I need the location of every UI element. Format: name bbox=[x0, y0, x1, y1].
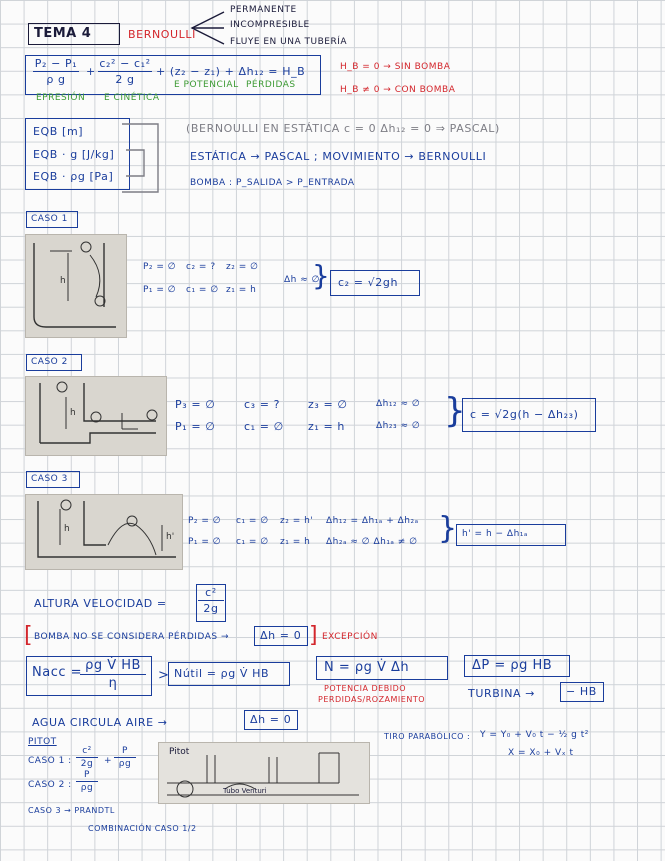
pitot-combination: COMBINACIÓN CASO 1/2 bbox=[88, 824, 197, 833]
caso1-loss: Δh ≈ ∅ bbox=[284, 275, 320, 285]
caso2-c3: c₃ = ? bbox=[244, 398, 281, 411]
caso2-result: c = √2g(h − Δh₂₃) bbox=[470, 408, 579, 421]
caso2-z3: z₃ = ∅ bbox=[308, 398, 348, 411]
svg-text:h: h bbox=[64, 524, 70, 534]
caso2-photo bbox=[25, 376, 167, 456]
units-eq-metres: EQB [m] bbox=[33, 125, 84, 138]
caso1-p2: P₂ = ∅ bbox=[143, 262, 177, 272]
with-pump-note: H_B ≠ 0 → CON BOMBA bbox=[340, 85, 456, 95]
tema-label: TEMA 4 bbox=[34, 26, 92, 41]
plus-sign: + bbox=[86, 65, 96, 78]
nutil-formula: Nútil = ρg V̇ HB bbox=[174, 667, 270, 680]
nacc-denominator: η bbox=[108, 676, 118, 691]
condition-1: PERMANENTE bbox=[230, 5, 297, 15]
nacc-frac bbox=[80, 658, 146, 691]
pressure-term bbox=[33, 57, 79, 86]
caso2-brace: } bbox=[444, 391, 466, 431]
units-eq-pa: EQB · ρg [Pa] bbox=[33, 170, 114, 183]
bomba-statement: BOMBA NO SE CONSIDERA PÉRDIDAS → bbox=[34, 632, 229, 642]
bomba-open-bracket: [ bbox=[24, 623, 33, 648]
caso3-z2: z₂ = h' bbox=[280, 516, 314, 526]
static-motion-note: ESTÁTICA → PASCAL ; MOVIMIENTO → BERNOULLI bbox=[190, 150, 487, 163]
bomba-close-bracket: ] bbox=[309, 623, 318, 648]
greater-than: > bbox=[158, 668, 170, 683]
altura-numerator: c² bbox=[205, 586, 217, 599]
pitot-caso2-num: P bbox=[84, 770, 90, 780]
pitot-photo-label: Pitot bbox=[169, 747, 190, 757]
static-bernoulli-note: (BERNOULLI EN ESTÁTICA c = 0 Δh₁₂ = 0 ⇒ PASCAL) bbox=[186, 122, 500, 135]
caso1-c2: c₂ = ? bbox=[186, 262, 216, 272]
agua-aire-value: Δh = 0 bbox=[250, 713, 292, 726]
tiro-parabolico-x: X = X₀ + Vₓ t bbox=[508, 748, 574, 758]
tiro-parabolico-label: TIRO PARABÓLICO : bbox=[384, 732, 471, 741]
n-loss-formula: N = ρg V̇ Δh bbox=[324, 660, 410, 675]
caso3-c1b: c₁ = ∅ bbox=[236, 537, 269, 547]
pitot-caso1-den2: ρg bbox=[118, 759, 132, 769]
topic-title: BERNOULLI bbox=[128, 28, 196, 41]
caso3-loss-detail: Δh₂ₐ ≈ ∅ Δh₁ₐ ≠ ∅ bbox=[326, 537, 418, 547]
condition-arrows bbox=[188, 6, 228, 50]
exception-label: EXCEPCIÓN bbox=[322, 632, 378, 642]
no-pump-note: H_B = 0 → SIN BOMBA bbox=[340, 62, 451, 72]
pitot-caso2-den: ρg bbox=[80, 783, 94, 793]
pitot-caso1-num2: P bbox=[122, 746, 128, 756]
venturi-photo-label: Tubo Venturi bbox=[223, 787, 267, 795]
n-loss-note1: POTENCIA DEBIDO bbox=[324, 684, 407, 693]
pitot-caso1-num1: c² bbox=[82, 746, 92, 756]
caso3-photo bbox=[25, 494, 183, 570]
pitot-caso1-den1: 2g bbox=[80, 759, 94, 769]
caso1-c1: c₁ = ∅ bbox=[186, 285, 219, 295]
pitot-photo bbox=[158, 742, 370, 804]
altura-velocidad-frac bbox=[198, 586, 224, 615]
caso2-p3: P₃ = ∅ bbox=[175, 398, 216, 411]
caso2-title: CASO 2 bbox=[31, 357, 68, 367]
caso2-loss23: Δh₂₃ ≈ ∅ bbox=[376, 421, 421, 431]
caso3-z1: z₁ = h bbox=[280, 537, 311, 547]
caso2-loss12: Δh₁₂ ≈ ∅ bbox=[376, 399, 421, 409]
caso1-brace: } bbox=[312, 259, 330, 292]
svg-text:h: h bbox=[70, 408, 76, 418]
pitot-caso1-pressure bbox=[114, 746, 136, 769]
agua-aire-label: AGUA CIRCULA AIRE → bbox=[32, 716, 168, 729]
caso3-c1a: c₁ = ∅ bbox=[236, 516, 269, 526]
dp-formula: ΔP = ρg HB bbox=[472, 658, 553, 673]
caso2-z1: z₁ = h bbox=[308, 420, 345, 433]
condition-2: INCOMPRESIBLE bbox=[230, 20, 310, 30]
label-potential-energy: E POTENCIAL bbox=[174, 80, 239, 90]
nacc-left: Nacc = bbox=[32, 665, 83, 680]
caso3-p1: P₁ = ∅ bbox=[188, 537, 222, 547]
caso1-photo bbox=[25, 234, 127, 338]
pitot-caso2-pressure bbox=[76, 770, 98, 793]
caso1-title: CASO 1 bbox=[31, 214, 68, 224]
pressure-numerator: P₂ − P₁ bbox=[34, 57, 78, 70]
caso1-result: c₂ = √2gh bbox=[338, 276, 399, 289]
label-losses: PÉRDIDAS bbox=[246, 80, 296, 90]
svg-text:h: h bbox=[60, 276, 66, 286]
altura-denominator: 2g bbox=[203, 602, 219, 615]
units-brackets bbox=[118, 118, 168, 198]
svg-text:h': h' bbox=[166, 532, 175, 542]
caso3-result: h' = h − Δh₁ₐ bbox=[462, 529, 528, 539]
turbina-value: − HB bbox=[566, 685, 597, 698]
units-eq-jkg: EQB · g [J/kg] bbox=[33, 148, 115, 161]
altura-velocidad-label: ALTURA VELOCIDAD = bbox=[34, 597, 167, 610]
pitot-caso3: CASO 3 → PRANDTL bbox=[28, 806, 115, 815]
pitot-caso1-label: CASO 1 : bbox=[28, 756, 72, 766]
caso2-c1: c₁ = ∅ bbox=[244, 420, 284, 433]
label-pressure-energy: EPRESIÓN bbox=[36, 93, 86, 103]
condition-3: FLUYE EN UNA TUBERÍA bbox=[230, 37, 348, 47]
pitot-caso1-kinetic bbox=[76, 746, 98, 769]
caso1-z1: z₁ = h bbox=[226, 285, 257, 295]
tiro-parabolico-y: Y = Y₀ + V₀ t − ½ g t² bbox=[480, 730, 589, 740]
caso3-brace: } bbox=[438, 511, 458, 546]
caso1-p1: P₁ = ∅ bbox=[143, 285, 177, 295]
n-loss-note2: PERDIDAS/ROZAMIENTO bbox=[318, 695, 426, 704]
label-kinetic-energy: E CINÉTICA bbox=[104, 93, 160, 103]
kinetic-numerator: c₂² − c₁² bbox=[99, 57, 151, 70]
pump-pressure-note: BOMBA : P_SALIDA > P_ENTRADA bbox=[190, 178, 355, 188]
caso3-title: CASO 3 bbox=[31, 474, 68, 484]
caso3-loss12: Δh₁₂ = Δh₁ₐ + Δh₂ₐ bbox=[326, 516, 419, 526]
potential-loss-term: + (z₂ − z₁) + Δh₁₂ = H_B bbox=[156, 65, 306, 78]
pitot-title: PITOT bbox=[28, 737, 57, 747]
kinetic-term bbox=[98, 57, 152, 86]
turbina-label: TURBINA → bbox=[468, 687, 536, 700]
caso3-p2: P₂ = ∅ bbox=[188, 516, 222, 526]
nacc-numerator: ρg V̇ HB bbox=[85, 658, 141, 673]
pitot-caso1-plus: + bbox=[104, 756, 113, 766]
bomba-statement-value: Δh = 0 bbox=[260, 629, 302, 642]
pressure-denominator: ρ g bbox=[46, 73, 66, 86]
kinetic-denominator: 2 g bbox=[115, 73, 135, 86]
caso1-z2: z₂ = ∅ bbox=[226, 262, 259, 272]
pitot-caso2-label: CASO 2 : bbox=[28, 780, 72, 790]
caso2-p1: P₁ = ∅ bbox=[175, 420, 216, 433]
